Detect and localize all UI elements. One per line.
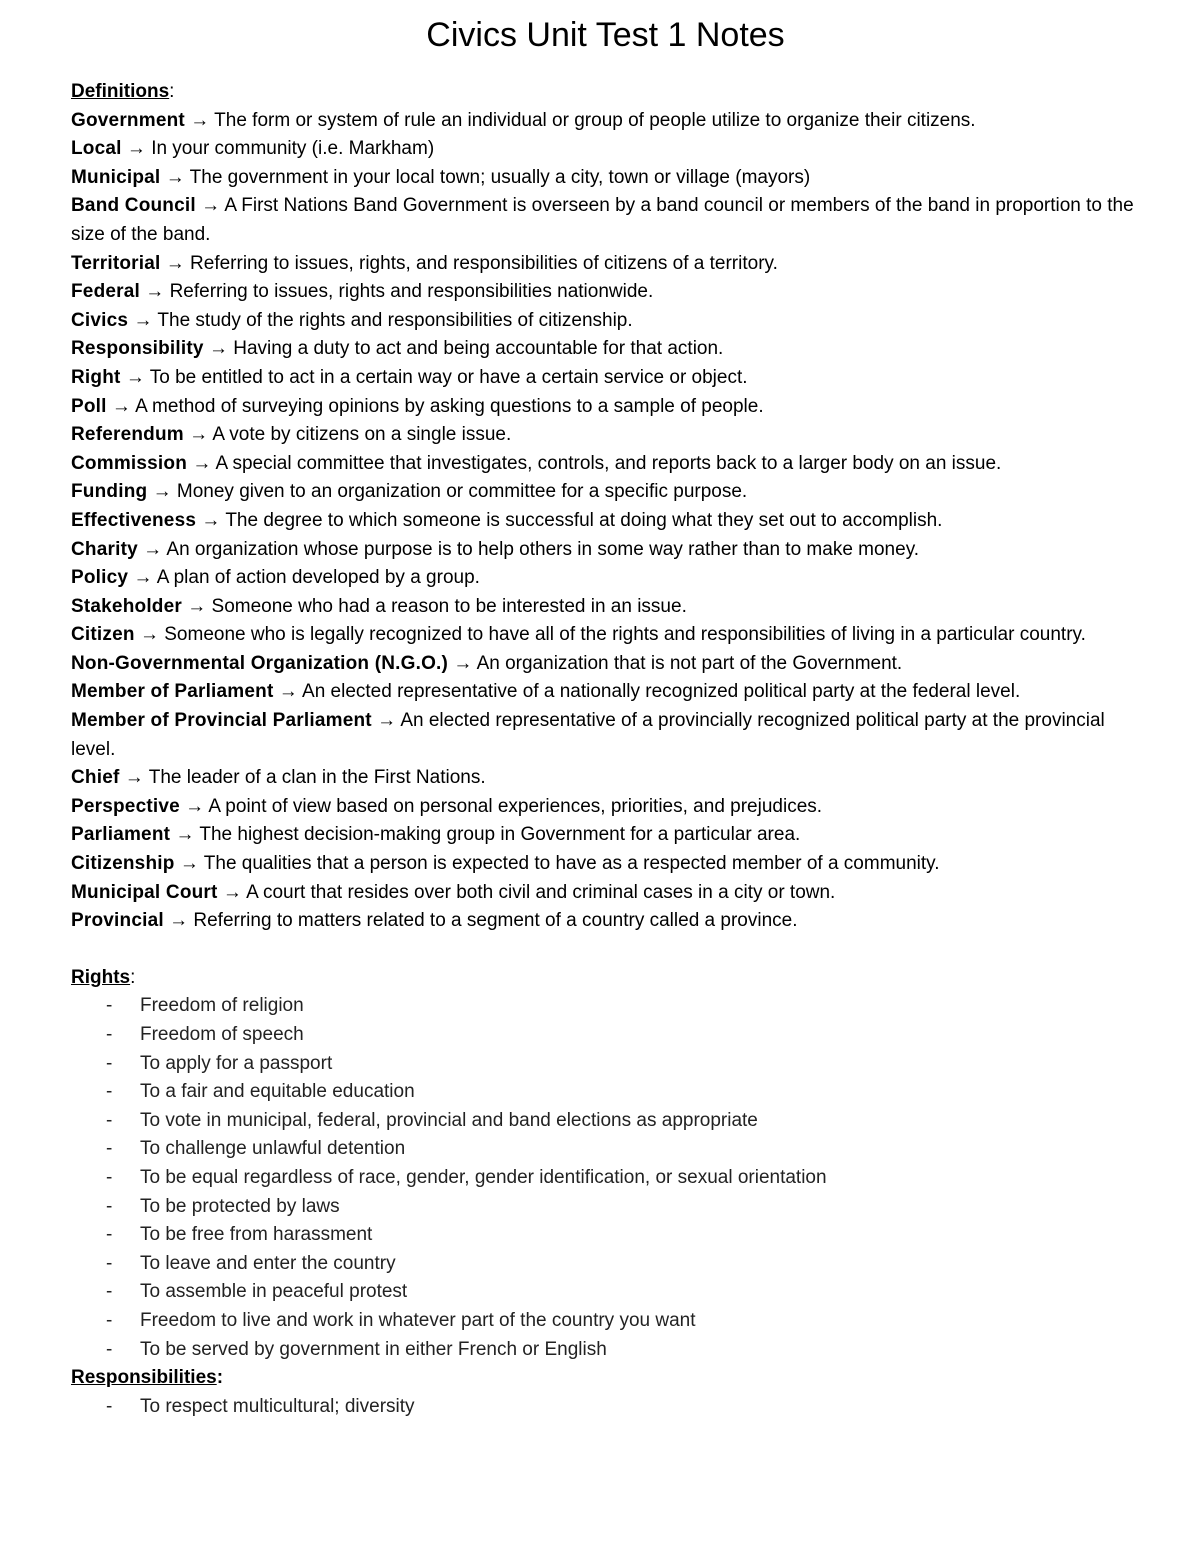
definition-term: Funding bbox=[71, 481, 148, 503]
definition-term: Parliament bbox=[71, 824, 171, 846]
definition-term: Stakeholder bbox=[71, 595, 182, 617]
definition-item bbox=[71, 450, 1140, 479]
definition-item bbox=[71, 507, 1140, 536]
section-spacer bbox=[71, 936, 1140, 964]
definition-text: A method of surveying opinions by asking questions to a sample of people. bbox=[135, 395, 764, 417]
definition-item bbox=[71, 621, 1140, 650]
definition-text: In your community (i.e. Markham) bbox=[151, 138, 435, 160]
definition-term: Government bbox=[71, 109, 185, 131]
definition-text: The highest decision-making group in Government for a particular area. bbox=[199, 824, 801, 846]
definition-text: A court that resides over both civil and criminal cases in a city or town. bbox=[246, 881, 836, 903]
arrow-icon: → bbox=[175, 824, 195, 846]
arrow-icon: → bbox=[222, 881, 242, 903]
definition-term: Provincial bbox=[71, 910, 164, 932]
arrow-icon: → bbox=[145, 281, 165, 303]
definition-text: Referring to issues, rights and responsibilities nationwide. bbox=[169, 281, 654, 303]
definition-term: Commission bbox=[71, 452, 188, 474]
arrow-icon: → bbox=[189, 424, 209, 446]
definitions-list bbox=[71, 107, 1140, 936]
arrow-icon: → bbox=[133, 567, 153, 589]
list-item bbox=[71, 1393, 1140, 1422]
definition-term: Chief bbox=[71, 767, 120, 789]
definition-item bbox=[71, 364, 1140, 393]
definition-term: Citizen bbox=[71, 624, 135, 646]
definition-term: Civics bbox=[71, 309, 129, 331]
definition-item bbox=[71, 250, 1140, 279]
definition-item bbox=[71, 850, 1140, 879]
definition-text: Someone who is legally recognized to have all of the rights and responsibilities of living in a particular country. bbox=[164, 624, 1086, 646]
arrow-icon: → bbox=[179, 853, 199, 875]
list-item bbox=[71, 1078, 1140, 1107]
arrow-icon: → bbox=[192, 452, 212, 474]
arrow-icon: → bbox=[126, 138, 146, 160]
definition-text: Having a duty to act and being accountable for that action. bbox=[233, 338, 724, 360]
arrow-icon: → bbox=[125, 366, 145, 388]
definition-item bbox=[71, 678, 1140, 707]
definition-term: Poll bbox=[71, 395, 107, 417]
definition-item bbox=[71, 821, 1140, 850]
definition-item bbox=[71, 593, 1140, 622]
definition-term: Perspective bbox=[71, 795, 180, 817]
arrow-icon: → bbox=[208, 338, 228, 360]
definition-text: An organization whose purpose is to help others in some way rather than to make money. bbox=[166, 538, 920, 560]
list-item-text: To be served by government in either French or English bbox=[140, 1338, 607, 1360]
arrow-icon: → bbox=[139, 624, 159, 646]
definition-term: Local bbox=[71, 138, 122, 160]
definition-text: The form or system of rule an individual or group of people utilize to organize their citizens. bbox=[214, 109, 976, 131]
definition-item bbox=[71, 393, 1140, 422]
arrow-icon: → bbox=[165, 166, 185, 188]
definition-item bbox=[71, 107, 1140, 136]
arrow-icon: → bbox=[152, 481, 172, 503]
dash-bullet-icon: - bbox=[106, 1224, 113, 1246]
list-item bbox=[71, 1336, 1140, 1365]
rights-heading-colon: : bbox=[130, 966, 136, 988]
dash-bullet-icon: - bbox=[106, 1109, 113, 1131]
list-item-text: To leave and enter the country bbox=[140, 1252, 396, 1274]
list-item-text: To apply for a passport bbox=[140, 1052, 333, 1074]
definition-text: A plan of action developed by a group. bbox=[156, 567, 480, 589]
definition-term: Charity bbox=[71, 538, 138, 560]
definition-term: Referendum bbox=[71, 424, 184, 446]
list-item bbox=[71, 1135, 1140, 1164]
rights-heading-text: Rights bbox=[71, 966, 131, 988]
list-item bbox=[71, 1221, 1140, 1250]
definition-term: Policy bbox=[71, 567, 129, 589]
definition-text: A special committee that investigates, controls, and reports back to a larger body on an issue. bbox=[215, 452, 1002, 474]
definition-item bbox=[71, 707, 1140, 764]
definition-item bbox=[71, 335, 1140, 364]
list-item-text: To be free from harassment bbox=[140, 1224, 373, 1246]
responsibilities-heading-text: Responsibilities bbox=[71, 1367, 217, 1389]
definition-term: Member of Provincial Parliament bbox=[71, 710, 372, 732]
list-item bbox=[71, 1278, 1140, 1307]
definition-item bbox=[71, 135, 1140, 164]
definition-term: Right bbox=[71, 366, 121, 388]
list-item-text: Freedom to live and work in whatever part of the country you want bbox=[140, 1309, 696, 1331]
definition-text: An organization that is not part of the Government. bbox=[476, 652, 903, 674]
list-item bbox=[71, 1307, 1140, 1336]
arrow-icon: → bbox=[453, 652, 473, 674]
definition-term: Effectiveness bbox=[71, 509, 197, 531]
list-item-text: To challenge unlawful detention bbox=[140, 1138, 406, 1160]
definition-item bbox=[71, 192, 1140, 249]
dash-bullet-icon: - bbox=[106, 1309, 113, 1331]
definition-text: To be entitled to act in a certain way or have a certain service or object. bbox=[149, 366, 748, 388]
definition-term: Band Council bbox=[71, 195, 196, 217]
definition-text: The degree to which someone is successful at doing what they set out to accomplish. bbox=[225, 509, 943, 531]
dash-bullet-icon: - bbox=[106, 1024, 113, 1045]
arrow-icon: → bbox=[201, 509, 221, 531]
arrow-icon: → bbox=[169, 910, 189, 932]
responsibilities-heading-colon: : bbox=[216, 1367, 224, 1389]
list-item bbox=[71, 1050, 1140, 1079]
definition-item bbox=[71, 764, 1140, 793]
list-item bbox=[71, 1021, 1140, 1050]
definition-item bbox=[71, 421, 1140, 450]
definition-term: Municipal bbox=[71, 166, 161, 188]
definition-item bbox=[71, 879, 1140, 908]
arrow-icon: → bbox=[165, 252, 185, 274]
definition-text: Someone who had a reason to be interested in an issue. bbox=[211, 595, 687, 617]
arrow-icon: → bbox=[185, 795, 205, 817]
dash-bullet-icon: - bbox=[106, 1395, 113, 1417]
definition-term: Citizenship bbox=[71, 853, 175, 875]
rights-list bbox=[71, 992, 1140, 1364]
responsibilities-list bbox=[71, 1393, 1140, 1422]
list-item bbox=[71, 1107, 1140, 1136]
list-item bbox=[71, 1250, 1140, 1279]
definition-item bbox=[71, 564, 1140, 593]
definition-item bbox=[71, 536, 1140, 565]
definition-text: A First Nations Band Government is overseen by a band council or members of the band in proportion to the size of the band. bbox=[71, 195, 1134, 245]
definition-term: Member of Parliament bbox=[71, 681, 274, 703]
rights-heading bbox=[71, 964, 1140, 993]
definition-text: The leader of a clan in the First Nations. bbox=[148, 767, 486, 789]
definition-text: Referring to matters related to a segment of a country called a province. bbox=[193, 910, 798, 932]
definition-item bbox=[71, 478, 1140, 507]
definition-text: Money given to an organization or committee for a specific purpose. bbox=[176, 481, 748, 503]
definitions-heading bbox=[71, 78, 1140, 107]
definition-term: Non-Governmental Organization (N.G.O.) bbox=[71, 652, 449, 674]
dash-bullet-icon: - bbox=[106, 1138, 113, 1160]
definition-term: Territorial bbox=[71, 252, 161, 274]
definitions-heading-text: Definitions bbox=[71, 81, 170, 102]
definition-term: Municipal Court bbox=[71, 881, 218, 903]
list-item-text: To a fair and equitable education bbox=[140, 1081, 415, 1103]
definition-text: An elected representative of a provincially recognized political party at the provincial level. bbox=[71, 710, 1105, 760]
arrow-icon: → bbox=[190, 109, 210, 131]
definition-text: The study of the rights and responsibilities of citizenship. bbox=[157, 309, 633, 331]
definition-term: Responsibility bbox=[71, 338, 204, 360]
dash-bullet-icon: - bbox=[106, 1281, 113, 1303]
arrow-icon: → bbox=[201, 195, 221, 217]
dash-bullet-icon: - bbox=[106, 1338, 113, 1360]
definition-text: A vote by citizens on a single issue. bbox=[212, 424, 512, 446]
arrow-icon: → bbox=[377, 710, 397, 732]
arrow-icon: → bbox=[133, 309, 153, 331]
dash-bullet-icon: - bbox=[106, 1195, 113, 1217]
definition-item bbox=[71, 307, 1140, 336]
list-item bbox=[71, 1164, 1140, 1193]
list-item bbox=[71, 1193, 1140, 1222]
definitions-heading-colon: : bbox=[169, 81, 175, 102]
definition-text: The qualities that a person is expected to have as a respected member of a community. bbox=[203, 853, 940, 875]
definition-item bbox=[71, 907, 1140, 936]
list-item-text: Freedom of speech bbox=[140, 1024, 304, 1045]
definition-item bbox=[71, 278, 1140, 307]
list-item-text: To be equal regardless of race, gender, gender identification, or sexual orientation bbox=[140, 1166, 827, 1188]
dash-bullet-icon: - bbox=[106, 1052, 113, 1074]
list-item bbox=[71, 992, 1140, 1021]
arrow-icon: → bbox=[278, 681, 298, 703]
dash-bullet-icon: - bbox=[106, 1081, 113, 1103]
dash-bullet-icon: - bbox=[106, 1166, 113, 1188]
definition-text: Referring to issues, rights, and responsibilities of citizens of a territory. bbox=[190, 252, 778, 274]
arrow-icon: → bbox=[143, 538, 163, 560]
list-item-text: To vote in municipal, federal, provincial and band elections as appropriate bbox=[140, 1109, 758, 1131]
arrow-icon: → bbox=[111, 395, 131, 417]
document-title: Civics Unit Test 1 Notes bbox=[426, 16, 785, 54]
arrow-icon: → bbox=[187, 595, 207, 617]
dash-bullet-icon: - bbox=[106, 1252, 113, 1274]
list-item-text: To be protected by laws bbox=[140, 1195, 340, 1217]
arrow-icon: → bbox=[124, 767, 144, 789]
list-item-text: Freedom of religion bbox=[140, 995, 304, 1017]
definition-text: An elected representative of a nationally recognized political party at the federal level. bbox=[302, 681, 1021, 703]
definition-term: Federal bbox=[71, 281, 140, 303]
definition-item bbox=[71, 164, 1140, 193]
definition-text: The government in your local town; usually a city, town or village (mayors) bbox=[189, 166, 811, 188]
definition-item bbox=[71, 793, 1140, 822]
dash-bullet-icon: - bbox=[106, 995, 113, 1017]
definition-item bbox=[71, 650, 1140, 679]
list-item-text: To respect multicultural; diversity bbox=[140, 1395, 415, 1417]
definition-text: A point of view based on personal experiences, priorities, and prejudices. bbox=[208, 795, 823, 817]
responsibilities-heading bbox=[71, 1364, 1140, 1393]
list-item-text: To assemble in peaceful protest bbox=[140, 1281, 408, 1303]
